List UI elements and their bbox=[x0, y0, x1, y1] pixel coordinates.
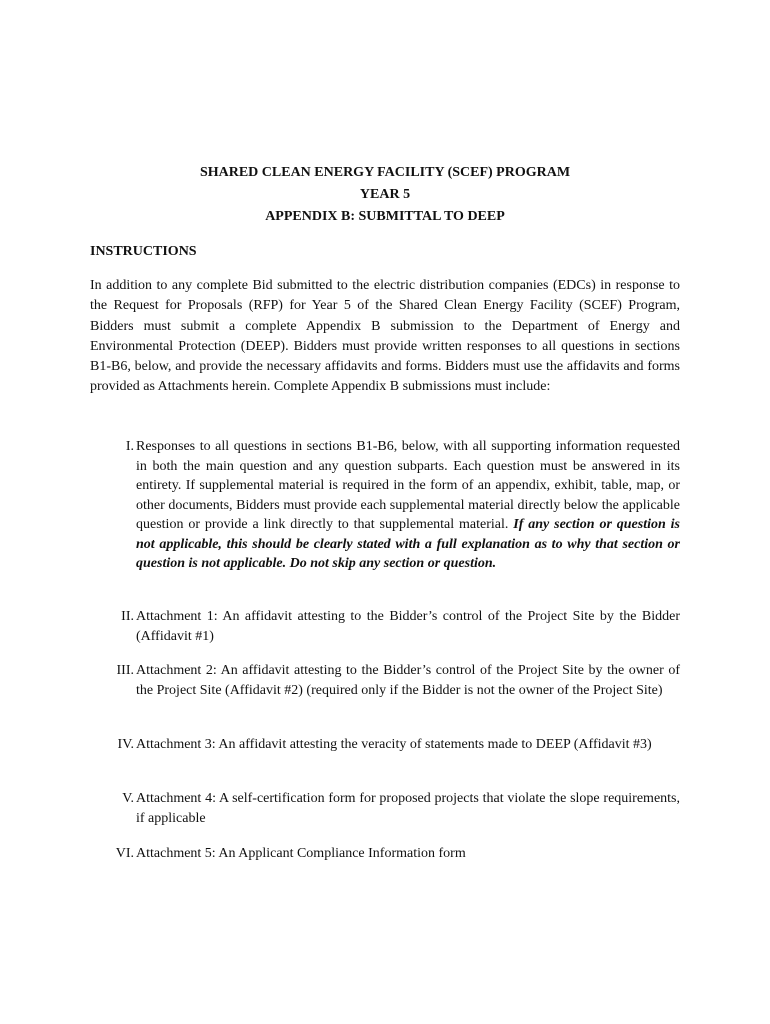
list-item-body: Responses to all questions in sections B1-B6, below, with all supporting information requested in both the main question and any question subparts. Each question must be answered in its entirety. If supplemental material is required in the form of an appendix, exhibit, table, map, or other documents, Bidders must provide each supplemental material directly below the applicable question or provide a link directly to that supplemental material. bbox=[136, 439, 680, 532]
list-item-text: Attachment 5: An Applicant Compliance Information form bbox=[136, 846, 466, 861]
list-numeral: II. bbox=[121, 609, 134, 624]
heading-year: YEAR 5 bbox=[359, 187, 411, 202]
heading-appendix: APPENDIX B: SUBMITTAL TO DEEP bbox=[265, 209, 505, 224]
list-item bbox=[90, 661, 680, 700]
list-item bbox=[90, 607, 680, 646]
list-item-emphasis: If any section or question is not applicable, this should be clearly stated with a full explanation as to why that section or question is not applicable. Do not skip any section or question. bbox=[136, 517, 680, 571]
list-item-text bbox=[136, 437, 680, 574]
list-numeral: VI. bbox=[115, 846, 134, 861]
list-numeral: V. bbox=[122, 791, 134, 806]
heading-program-title: SHARED CLEAN ENERGY FACILITY (SCEF) PROGRAM bbox=[199, 165, 571, 180]
list-numeral: I. bbox=[125, 439, 134, 454]
list-item-text: Attachment 2: An affidavit attesting to the Bidder’s control of the Project Site by the owner of the Project Site (Affidavit #2) (required only if the Bidder is not the owner of the Project Site) bbox=[136, 663, 680, 698]
intro-paragraph: In addition to any complete Bid submitted to the electric distribution companies (EDCs) in response to the Request for Proposals (RFP) for Year 5 of the Shared Clean Energy Facility (SCEF) Program, Bidders must submit a complete Appendix B submission to the Department of Energy and Environmental Protection (DEEP). Bidders must provide written responses to all questions in sections B1-B6, below, and provide the necessary affidavits and forms. Bidders must use the affidavits and forms provided as Attachments herein. Complete Appendix B submissions must include: bbox=[90, 278, 680, 395]
instructions-heading: INSTRUCTIONS bbox=[90, 244, 197, 259]
document-heading bbox=[0, 162, 770, 228]
list-item-text: Attachment 3: An affidavit attesting the veracity of statements made to DEEP (Affidavit #3) bbox=[136, 737, 652, 752]
list-item-text: Attachment 1: An affidavit attesting to the Bidder’s control of the Project Site by the Bidder (Affidavit #1) bbox=[136, 609, 680, 644]
list-item bbox=[90, 789, 680, 828]
list-numeral: III. bbox=[116, 663, 134, 678]
list-item bbox=[90, 735, 680, 755]
list-numeral: IV. bbox=[117, 737, 134, 752]
list-item-text: Attachment 4: A self-certification form for proposed projects that violate the slope requirements, if applicable bbox=[136, 791, 680, 826]
list-item bbox=[90, 437, 680, 574]
list-item bbox=[90, 844, 680, 864]
